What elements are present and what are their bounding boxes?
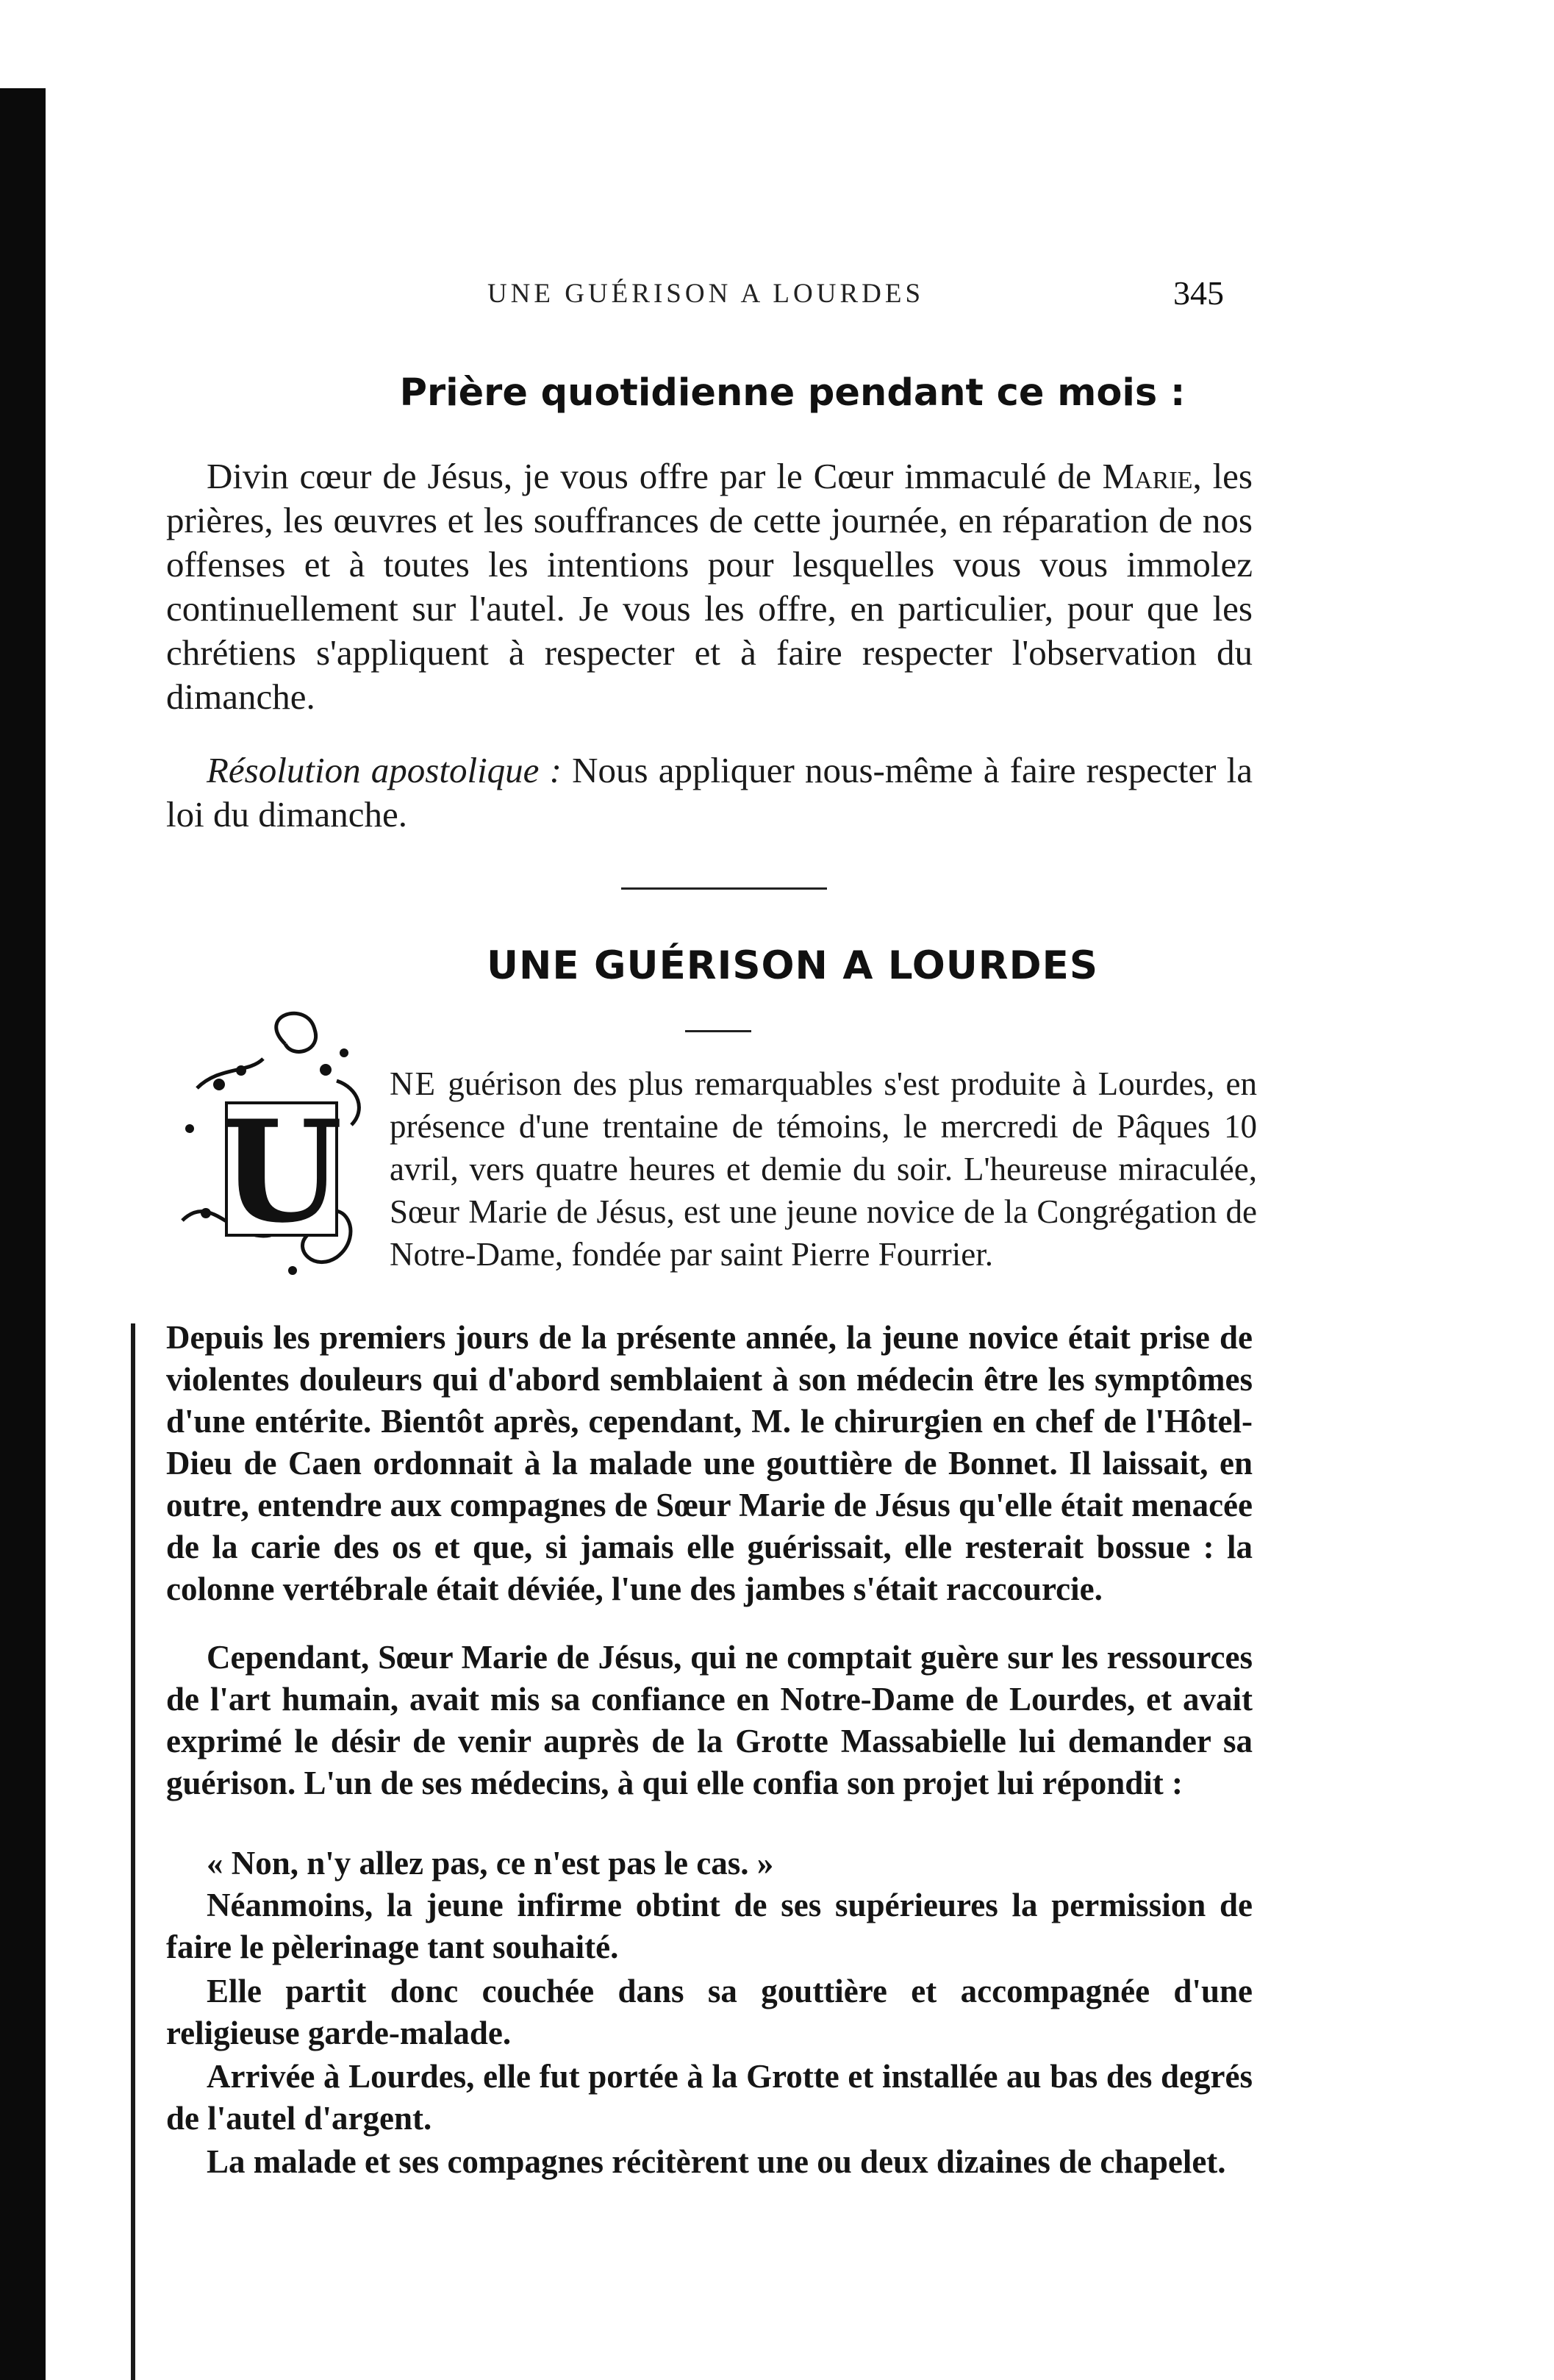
resolution-text: Nous appliquer nous-même à faire respecter la loi du dimanche.: [166, 750, 1253, 835]
body-paragraph: Elle partit donc couchée dans sa gouttière et accompagnée d'une religieuse garde-malade.: [166, 1973, 1253, 2051]
body-paragraph: La malade et ses compagnes récitèrent une ou deux dizaines de chapelet.: [207, 2143, 1226, 2180]
prayer-text-start: Divin cœur de Jésus, je vous offre par le Cœur immaculé de: [207, 456, 1103, 496]
body-paragraph: Depuis les premiers jours de la présente année, la jeune novice était prise de violentes douleurs qui d'abord semblaient à son médecin être les symptômes d'une entérite. Bientôt après, cependant, M. le chirurgien en chef de l'Hôtel-Dieu de Caen ordonnait à la malade une gouttière de Bonnet. Il laissait, en outre, entendre aux compagnes de Sœur Marie de Jésus qu'elle était menacée de la carie des os et que, si jamais elle guérissait, elle resterait bossue : la colonne vertébrale était déviée, l'une des jambes s'était raccourcie.: [166, 1319, 1253, 1607]
book-binding-edge: [0, 88, 46, 2380]
article-title: UNE GUÉRISON A LOURDES: [487, 943, 1098, 988]
dropcap-ornament-icon: [168, 1000, 388, 1294]
body-paragraph: Arrivée à Lourdes, elle fut portée à la Grotte et installée au bas des degrés de l'autel d'argent.: [166, 2058, 1253, 2137]
lead-text: guérison des plus remarquables s'est produite à Lourdes, en présence d'une trentaine de témoins, le mercredi de Pâques 10 avril, vers quatre heures et demie du soir. L'heureuse miraculée, Sœur Marie de Jésus, est une jeune novice de la Congrégation de Notre-Dame, fondée par saint Pierre Fourrier.: [390, 1065, 1257, 1273]
dropcap-letter: U: [221, 1090, 343, 1254]
body-paragraph: « Non, n'y allez pas, ce n'est pas le cas. »: [207, 1845, 774, 1882]
running-head: UNE GUÉRISON A LOURDES: [487, 279, 925, 309]
section-divider: [621, 887, 827, 890]
lead-paragraph: [390, 1062, 1257, 1276]
title-rule: [685, 1030, 751, 1032]
prayer-heading: Prière quotidienne pendant ce mois :: [399, 371, 1186, 415]
prayer-paragraph: [166, 454, 1253, 719]
body-paragraph: Néanmoins, la jeune infirme obtint de ses supérieures la permission de faire le pèlerinage tant souhaité.: [166, 1887, 1253, 1965]
ornamental-dropcap: [168, 1000, 388, 1294]
prayer-name-marie: Marie: [1102, 456, 1193, 496]
resolution-label: Résolution apostolique :: [207, 750, 562, 790]
prayer-text-rest: , les prières, les œuvres et les souffrances de cette journée, en réparation de nos offenses et à toutes les intentions pour lesquelles vous vous immolez continuellement sur l'autel. Je vous les offre, en particulier, pour que les chrétiens s'appliquent à respecter et à faire respecter l'observation du dimanche.: [166, 456, 1253, 717]
page-number: 345: [1173, 274, 1224, 312]
lead-caps: NE: [390, 1065, 437, 1102]
resolution-paragraph: [166, 748, 1253, 837]
page-edge-shadow: [131, 1323, 135, 2380]
body-paragraph: Cependant, Sœur Marie de Jésus, qui ne comptait guère sur les ressources de l'art humain, avait mis sa confiance en Notre-Dame de Lourdes, et avait exprimé le désir de venir auprès de la Grotte Massabielle lui demander sa guérison. L'un de ses médecins, à qui elle confia son projet lui répondit :: [166, 1639, 1253, 1801]
